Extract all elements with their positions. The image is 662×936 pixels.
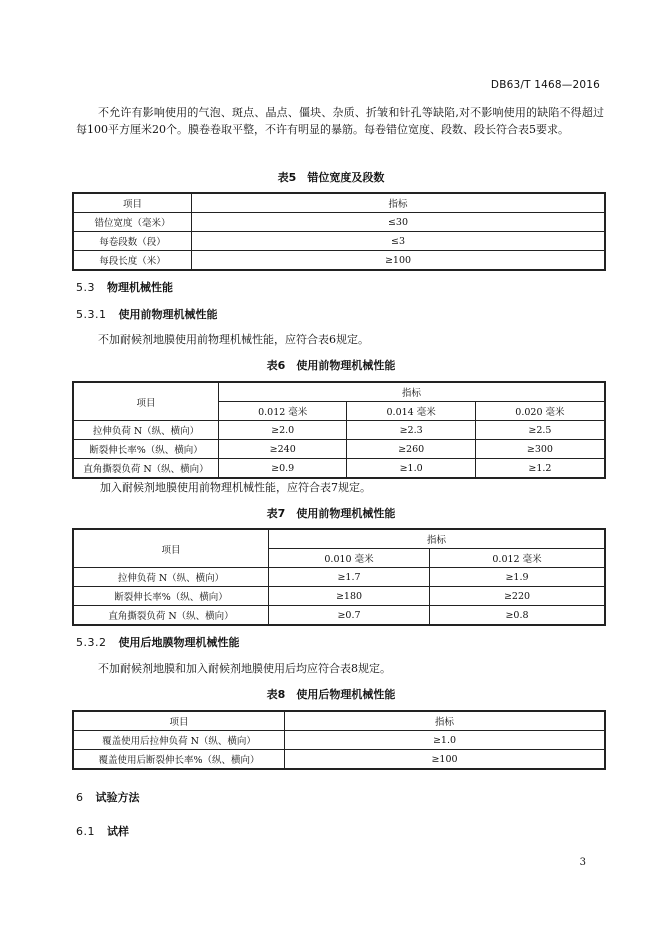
table7-header-row (73, 529, 605, 549)
table6-header-index: 指标 (219, 382, 606, 402)
table7-cell: ≥1.9 (430, 568, 606, 587)
paragraph-table7: 加入耐候剂地膜使用前物理机械性能，应符合表7规定。 (100, 481, 371, 494)
section-number: 5.3.2 (76, 636, 107, 649)
table6-column-header: 0.012 毫米 (219, 402, 347, 421)
table6-header-item: 项目 (73, 382, 219, 421)
table8 (72, 710, 606, 770)
table6-cell: ≥1.0 (347, 459, 475, 479)
table-row (73, 421, 605, 440)
table-row (73, 251, 605, 271)
table8-cell: ≥100 (285, 750, 606, 770)
table6-cell: ≥240 (219, 440, 347, 459)
table6 (72, 381, 606, 479)
table5-cell: 每卷段数（段） (73, 232, 192, 251)
table-row (73, 731, 605, 750)
table7-cell: ≥0.8 (430, 606, 606, 626)
table5-cell: ≤30 (192, 213, 606, 232)
section-6-1-heading (76, 823, 129, 839)
table-row (73, 606, 605, 626)
table7-header-index: 指标 (269, 529, 606, 549)
table7-caption: 表7 使用前物理机械性能 (266, 507, 396, 520)
table5-header-row (73, 193, 605, 213)
table7-cell: ≥180 (269, 587, 430, 606)
table6-cell: 拉伸负荷 N（纵、横向） (73, 421, 219, 440)
table7-cell: ≥1.7 (269, 568, 430, 587)
table-row (73, 440, 605, 459)
table6-cell: 直角撕裂负荷 N（纵、横向） (73, 459, 219, 479)
table-row (73, 750, 605, 770)
table5-caption: 表5 错位宽度及段数 (277, 171, 385, 184)
section-5-3-2-heading (76, 634, 240, 650)
table6-cell: ≥300 (475, 440, 605, 459)
table6-column-header: 0.014 毫米 (347, 402, 475, 421)
table6-cell: ≥260 (347, 440, 475, 459)
section-title: 试验方法 (95, 791, 140, 804)
table8-cell: 覆盖使用后拉伸负荷 N（纵、横向） (73, 731, 285, 750)
table-row (73, 459, 605, 479)
table8-cell: ≥1.0 (285, 731, 606, 750)
table6-caption: 表6 使用前物理机械性能 (266, 359, 396, 372)
paragraph-5-3-1: 不加耐候剂地膜使用前物理机械性能，应符合表6规定。 (98, 333, 369, 346)
table7-cell: ≥220 (430, 587, 606, 606)
document-code: DB63/T 1468—2016 (490, 79, 600, 91)
section-5-3-1-heading (76, 306, 218, 322)
section-title: 使用后地膜物理机械性能 (118, 636, 240, 649)
table8-header-index: 指标 (285, 711, 606, 731)
table6-cell: 断裂伸长率%（纵、横向） (73, 440, 219, 459)
table6-cell: ≥2.0 (219, 421, 347, 440)
table8-header-row (73, 711, 605, 731)
table6-cell: ≥0.9 (219, 459, 347, 479)
table7-cell: 断裂伸长率%（纵、横向） (73, 587, 269, 606)
section-number: 5.3.1 (76, 308, 107, 321)
table8-caption: 表8 使用后物理机械性能 (266, 688, 396, 701)
table6-cell: ≥2.3 (347, 421, 475, 440)
section-number: 5.3 (76, 281, 95, 294)
section-5-3-heading (76, 279, 173, 295)
table-row (73, 213, 605, 232)
table8-header-item: 项目 (73, 711, 285, 731)
section-title: 使用前物理机械性能 (118, 308, 218, 321)
table6-header-row (73, 382, 605, 402)
section-title: 试样 (107, 825, 129, 838)
intro-paragraph-text: 不允许有影响使用的气泡、斑点、晶点、僵块、杂质、折皱和针孔等缺陷,对不影响使用的缺陷不得超过每100平方厘米20个。膜卷卷取平整，不许有明显的暴筋。每卷错位宽度、段数、段长符合表5要求。 (76, 106, 604, 136)
table7-cell: 直角撕裂负荷 N（纵、横向） (73, 606, 269, 626)
table7 (72, 528, 606, 626)
table5-cell: 错位宽度（毫米） (73, 213, 192, 232)
table7-column-header: 0.010 毫米 (269, 549, 430, 568)
section-number: 6.1 (76, 825, 95, 838)
table-row (73, 568, 605, 587)
table7-header-item: 项目 (73, 529, 269, 568)
section-6-heading (76, 789, 140, 805)
table5-cell: ≥100 (192, 251, 606, 271)
table5-cell: 每段长度（米） (73, 251, 192, 271)
table5-cell: ≤3 (192, 232, 606, 251)
table-row (73, 232, 605, 251)
table7-column-header: 0.012 毫米 (430, 549, 606, 568)
table8-cell: 覆盖使用后断裂伸长率%（纵、横向） (73, 750, 285, 770)
paragraph-5-3-2: 不加耐候剂地膜和加入耐候剂地膜使用后均应符合表8规定。 (98, 662, 391, 675)
page-number: 3 (579, 857, 586, 868)
table5-header-index: 指标 (192, 193, 606, 213)
table7-cell: ≥0.7 (269, 606, 430, 626)
intro-paragraph (76, 104, 604, 138)
section-title: 物理机械性能 (107, 281, 173, 294)
table7-cell: 拉伸负荷 N（纵、横向） (73, 568, 269, 587)
table6-column-header: 0.020 毫米 (475, 402, 605, 421)
table5-header-item: 项目 (73, 193, 192, 213)
table6-cell: ≥2.5 (475, 421, 605, 440)
section-number: 6 (76, 791, 84, 804)
table-row (73, 587, 605, 606)
table6-cell: ≥1.2 (475, 459, 605, 479)
table5 (72, 192, 606, 271)
